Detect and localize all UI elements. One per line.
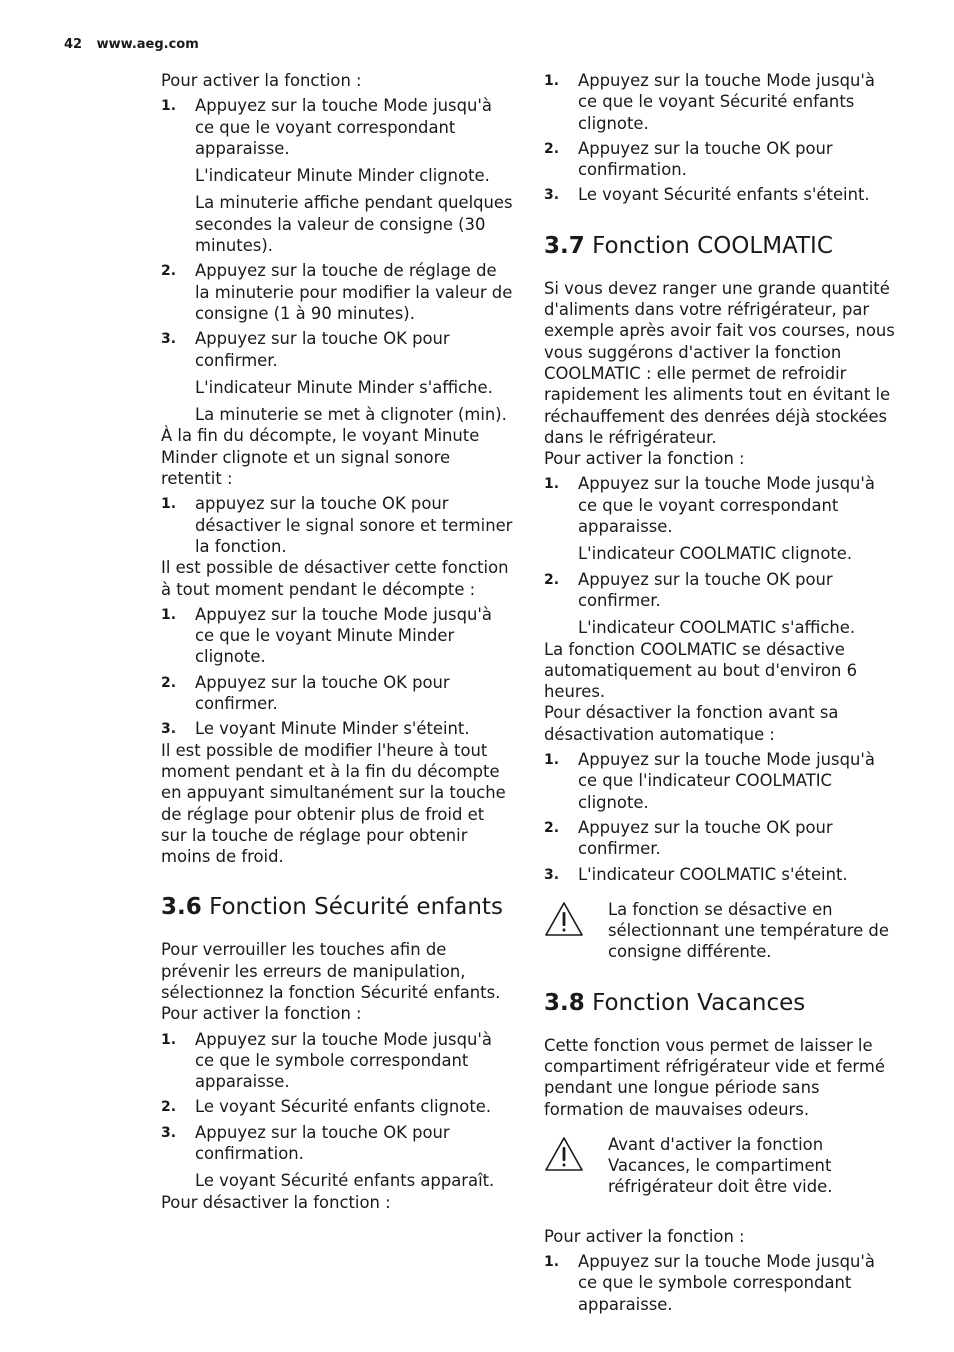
right-column [544, 70, 899, 1315]
sub-paragraph: La minuterie affiche pendant quelques secondes la valeur de consigne (30 minutes). [195, 193, 513, 256]
paragraph: Pour activer la fonction : [544, 1226, 745, 1246]
warning-note [544, 1134, 899, 1198]
list-item [544, 473, 899, 537]
left-column [161, 70, 513, 1213]
list-text: Appuyez sur la touche OK pour confirmation. [195, 1122, 450, 1164]
list-number: 3. [161, 331, 177, 348]
section-heading-3-8 [544, 989, 899, 1017]
sub-paragraph: L'indicateur Minute Minder s'affiche. [195, 377, 493, 397]
warning-text: La fonction se désactive en sélectionnant une température de consigne différente. [608, 899, 889, 962]
list-text: Le voyant Minute Minder s'éteint. [195, 719, 470, 739]
list-item [161, 1096, 513, 1117]
list-text: Appuyez sur la touche Mode jusqu'à ce que le voyant correspondant apparaisse. [195, 96, 492, 158]
paragraph: Pour activer la fonction : [161, 71, 362, 90]
list-item [544, 184, 899, 205]
list-text: Appuyez sur la touche Mode jusqu'à ce que le voyant correspondant apparaisse. [578, 474, 875, 537]
list-text: Appuyez sur la touche Mode jusqu'à ce que le symbole correspondant apparaisse. [195, 1029, 492, 1092]
list-number: 2. [544, 819, 560, 836]
list-item [161, 604, 513, 668]
paragraph: Il est possible de désactiver cette fonction à tout moment pendant le décompte : [161, 558, 509, 599]
list-item [161, 260, 513, 324]
paragraph: À la fin du décompte, le voyant Minute Minder clignote et un signal sonore retentit : [161, 426, 480, 489]
list-number: 1. [544, 1254, 560, 1271]
list-item [161, 493, 513, 557]
list-number: 3. [544, 187, 560, 204]
sub-paragraph: La minuterie se met à clignoter (min). [195, 405, 507, 425]
list-number: 2. [544, 571, 560, 588]
paragraph: Cette fonction vous permet de laisser le compartiment réfrigérateur vide et fermé pendant une longue période sans formation de mauvaises odeurs. [544, 1035, 885, 1119]
section-title: Fonction Sécurité enfants [209, 894, 503, 921]
sub-paragraph: L'indicateur COOLMATIC clignote. [578, 544, 853, 564]
list-text: Appuyez sur la touche Mode jusqu'à ce que l'indicateur COOLMATIC clignote. [578, 750, 875, 812]
paragraph: Pour désactiver la fonction avant sa désactivation automatique : [544, 703, 839, 744]
list-item [161, 95, 513, 159]
list-number: 1. [544, 476, 560, 493]
paragraph: Si vous devez ranger une grande quantité d'aliments dans votre réfrigérateur, par exemple après avoir fait vos courses, nous vous suggérons d'activer la fonction COOLMATIC : elle permet de refroidir rapidement les aliments tout en évitant le réchauffement des denrées déjà stockées dans le réfrigérateur. [544, 278, 895, 447]
list-item [161, 1029, 513, 1093]
list-item [544, 864, 899, 885]
warning-icon [544, 1136, 584, 1172]
list-item [161, 672, 513, 715]
list-number: 1. [544, 752, 560, 769]
list-item [544, 817, 899, 860]
list-item [544, 70, 899, 134]
list-item [161, 1122, 513, 1165]
paragraph: Pour activer la fonction : [544, 449, 745, 469]
list-text: Le voyant Sécurité enfants clignote. [195, 1097, 492, 1117]
list-number: 3. [161, 1124, 177, 1141]
list-text: Appuyez sur la touche Mode jusqu'à ce que le symbole correspondant apparaisse. [578, 1252, 875, 1314]
paragraph: Il est possible de modifier l'heure à tout moment pendant et à la fin du décompte en appuyant simultanément sur la touche de réglage pour obtenir plus de froid et sur la touche de réglage pour obtenir moins de froid. [161, 740, 506, 867]
list-number: 1. [161, 98, 177, 115]
list-text: L'indicateur COOLMATIC s'éteint. [578, 864, 848, 884]
sub-paragraph: L'indicateur Minute Minder clignote. [195, 166, 490, 186]
list-number: 2. [161, 1099, 177, 1116]
list-number: 1. [161, 1031, 177, 1048]
list-number: 2. [161, 674, 177, 691]
list-item [544, 1251, 899, 1315]
section-title: Fonction Vacances [592, 989, 806, 1016]
list-text: Appuyez sur la touche OK pour confirmation. [578, 138, 833, 180]
warning-icon [544, 901, 584, 937]
page-header [64, 37, 199, 52]
list-text: Appuyez sur la touche Mode jusqu'à ce que le voyant Sécurité enfants clignote. [578, 71, 875, 133]
sub-paragraph: Le voyant Sécurité enfants apparaît. [195, 1171, 495, 1191]
section-number: 3.6 [161, 894, 202, 921]
list-text: Appuyez sur la touche de réglage de la minuterie pour modifier la valeur de consigne (1 à 90 minutes). [195, 261, 513, 323]
site-url: www.aeg.com [96, 37, 199, 52]
list-text: Appuyez sur la touche OK pour confirmer. [195, 672, 450, 714]
list-item [161, 718, 513, 739]
list-number: 2. [544, 140, 560, 157]
section-number: 3.8 [544, 989, 585, 1016]
list-text: Le voyant Sécurité enfants s'éteint. [578, 185, 870, 205]
paragraph: Pour désactiver la fonction : [161, 1192, 391, 1212]
list-item [544, 569, 899, 612]
list-item [161, 328, 513, 371]
list-text: Appuyez sur la touche OK pour confirmer. [195, 329, 450, 370]
warning-note [544, 899, 899, 963]
list-number: 2. [161, 263, 177, 280]
section-heading-3-7 [544, 232, 899, 260]
list-number: 3. [544, 866, 560, 883]
list-number: 3. [161, 721, 177, 738]
section-number: 3.7 [544, 232, 585, 259]
paragraph: La fonction COOLMATIC se désactive automatiquement au bout d'environ 6 heures. [544, 639, 857, 702]
list-number: 1. [544, 73, 560, 89]
list-item [544, 749, 899, 813]
list-item [544, 138, 899, 181]
list-text: Appuyez sur la touche Mode jusqu'à ce que le voyant Minute Minder clignote. [195, 604, 492, 667]
warning-text: Avant d'activer la fonction Vacances, le compartiment réfrigérateur doit être vide. [608, 1134, 833, 1197]
sub-paragraph: L'indicateur COOLMATIC s'affiche. [578, 618, 856, 638]
list-text: Appuyez sur la touche OK pour confirmer. [578, 569, 833, 610]
paragraph: Pour verrouiller les touches afin de prévenir les erreurs de manipulation, sélectionnez la fonction Sécurité enfants. [161, 940, 501, 1002]
list-number: 1. [161, 606, 177, 623]
list-text: Appuyez sur la touche OK pour confirmer. [578, 817, 833, 859]
list-number: 1. [161, 496, 177, 513]
section-title: Fonction COOLMATIC [592, 232, 833, 259]
section-heading-3-6 [161, 893, 513, 921]
page-number: 42 [64, 37, 83, 52]
list-text: appuyez sur la touche OK pour désactiver le signal sonore et terminer la fonction. [195, 494, 513, 556]
paragraph: Pour activer la fonction : [161, 1004, 362, 1024]
